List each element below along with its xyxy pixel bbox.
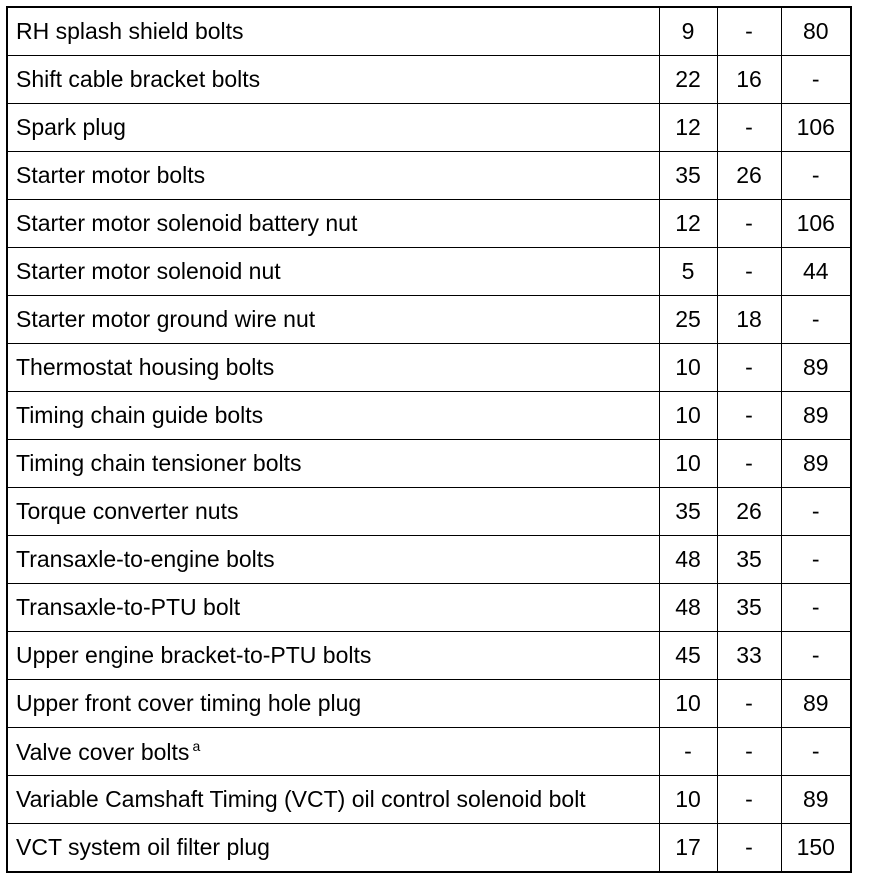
component-description: Starter motor solenoid battery nut [16, 210, 358, 236]
table-row [7, 200, 851, 248]
component-description-cell [7, 7, 659, 56]
nm-value: 9 [659, 7, 717, 56]
table-row [7, 248, 851, 296]
component-description-cell [7, 104, 659, 152]
nm-value: 22 [659, 56, 717, 104]
lbin-value: 150 [781, 824, 851, 873]
lbft-value: - [717, 392, 781, 440]
component-description: Starter motor solenoid nut [16, 258, 281, 284]
component-description-cell [7, 152, 659, 200]
torque-table-body [7, 7, 851, 872]
nm-value: 35 [659, 152, 717, 200]
component-description-cell [7, 584, 659, 632]
lbin-value: - [781, 488, 851, 536]
lbft-value: 16 [717, 56, 781, 104]
component-description: Upper front cover timing hole plug [16, 690, 362, 716]
table-row [7, 776, 851, 824]
table-row [7, 440, 851, 488]
component-description: Valve cover bolts [16, 739, 190, 765]
lbin-value: 106 [781, 104, 851, 152]
table-row [7, 392, 851, 440]
lbin-value: - [781, 152, 851, 200]
component-description: Transaxle-to-engine bolts [16, 546, 275, 572]
nm-value: 10 [659, 392, 717, 440]
table-row [7, 56, 851, 104]
component-description: Starter motor bolts [16, 162, 206, 188]
lbft-value: - [717, 824, 781, 873]
component-description: Upper engine bracket-to-PTU bolts [16, 642, 372, 668]
lbft-value: 26 [717, 152, 781, 200]
nm-value: 35 [659, 488, 717, 536]
nm-value: 48 [659, 584, 717, 632]
table-row [7, 344, 851, 392]
table-row [7, 632, 851, 680]
component-description: Spark plug [16, 114, 126, 140]
nm-value: 5 [659, 248, 717, 296]
component-description: Variable Camshaft Timing (VCT) oil control solenoid bolt [16, 786, 586, 812]
lbin-value: 89 [781, 680, 851, 728]
component-description: Timing chain guide bolts [16, 402, 264, 428]
component-description-cell [7, 776, 659, 824]
nm-value: 10 [659, 776, 717, 824]
component-description-cell [7, 248, 659, 296]
table-row [7, 680, 851, 728]
lbft-value: 33 [717, 632, 781, 680]
lbin-value: 89 [781, 344, 851, 392]
nm-value: 12 [659, 200, 717, 248]
lbin-value: 44 [781, 248, 851, 296]
component-description-cell [7, 56, 659, 104]
lbft-value: - [717, 200, 781, 248]
lbin-value: - [781, 728, 851, 776]
table-row [7, 296, 851, 344]
nm-value: 48 [659, 536, 717, 584]
component-description-cell [7, 824, 659, 873]
component-description-cell [7, 728, 659, 776]
component-description-cell [7, 632, 659, 680]
component-description-cell [7, 200, 659, 248]
component-description: Shift cable bracket bolts [16, 66, 261, 92]
component-description: Starter motor ground wire nut [16, 306, 316, 332]
lbin-value: - [781, 632, 851, 680]
table-row [7, 7, 851, 56]
component-description: Transaxle-to-PTU bolt [16, 594, 241, 620]
lbin-value: 89 [781, 776, 851, 824]
component-description: RH splash shield bolts [16, 18, 244, 44]
lbft-value: - [717, 680, 781, 728]
lbft-value: 18 [717, 296, 781, 344]
component-description-cell [7, 680, 659, 728]
lbin-value: - [781, 536, 851, 584]
lbft-value: - [717, 7, 781, 56]
table-row [7, 584, 851, 632]
lbft-value: 35 [717, 536, 781, 584]
nm-value: 45 [659, 632, 717, 680]
lbft-value: 26 [717, 488, 781, 536]
component-description-cell [7, 344, 659, 392]
component-description: Torque converter nuts [16, 498, 239, 524]
lbft-value: - [717, 440, 781, 488]
component-description-cell [7, 488, 659, 536]
table-row [7, 728, 851, 776]
lbft-value: - [717, 776, 781, 824]
lbft-value: 35 [717, 584, 781, 632]
lbin-value: 89 [781, 392, 851, 440]
nm-value: 12 [659, 104, 717, 152]
component-description-cell [7, 536, 659, 584]
nm-value: 10 [659, 440, 717, 488]
lbft-value: - [717, 248, 781, 296]
component-description-cell [7, 392, 659, 440]
nm-value: 10 [659, 680, 717, 728]
nm-value: 25 [659, 296, 717, 344]
table-row [7, 488, 851, 536]
table-row [7, 536, 851, 584]
table-row [7, 152, 851, 200]
footnote-marker: a [192, 738, 201, 754]
lbin-value: 89 [781, 440, 851, 488]
lbin-value: - [781, 56, 851, 104]
lbin-value: - [781, 584, 851, 632]
lbin-value: - [781, 296, 851, 344]
nm-value: 17 [659, 824, 717, 873]
lbin-value: 106 [781, 200, 851, 248]
component-description-cell [7, 440, 659, 488]
component-description: Thermostat housing bolts [16, 354, 275, 380]
nm-value: - [659, 728, 717, 776]
lbft-value: - [717, 344, 781, 392]
table-row [7, 824, 851, 873]
torque-specification-table [6, 6, 852, 873]
lbft-value: - [717, 728, 781, 776]
nm-value: 10 [659, 344, 717, 392]
lbin-value: 80 [781, 7, 851, 56]
component-description: Timing chain tensioner bolts [16, 450, 302, 476]
lbft-value: - [717, 104, 781, 152]
component-description: VCT system oil filter plug [16, 834, 270, 860]
table-row [7, 104, 851, 152]
component-description-cell [7, 296, 659, 344]
